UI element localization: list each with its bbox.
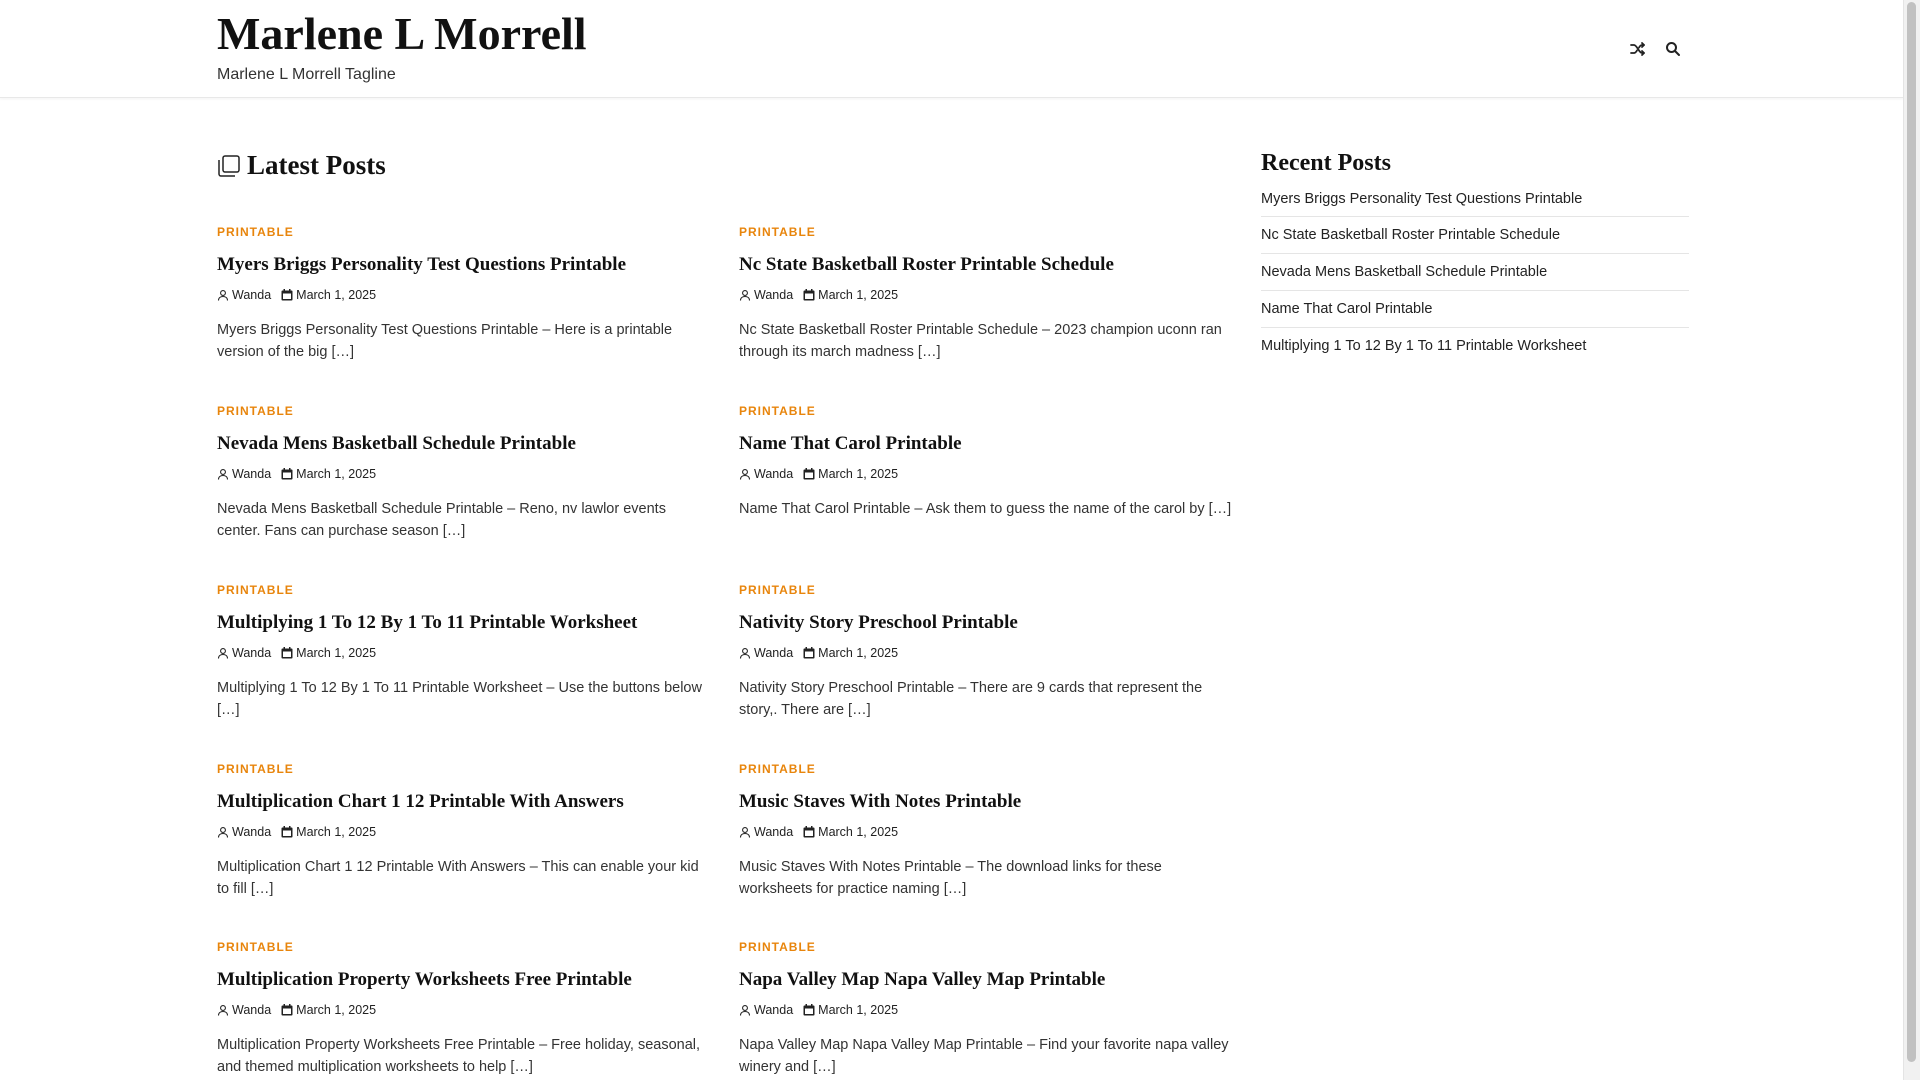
post-date-text: March 1, 2025	[296, 467, 377, 481]
post-author-name: Wanda	[754, 288, 794, 302]
post-category-link[interactable]: PRINTABLE	[217, 225, 294, 239]
post-card	[739, 939, 1234, 1078]
post-excerpt: Myers Briggs Personality Test Questions Printable – Here is a printable version of the big […]	[217, 322, 673, 360]
post-category-link[interactable]: PRINTABLE	[739, 583, 816, 597]
post-excerpt: Napa Valley Map Napa Valley Map Printable – Find your favorite napa valley winery and […]	[739, 1037, 1229, 1075]
calendar-icon	[803, 1004, 815, 1016]
post-card	[217, 582, 712, 721]
post-meta	[739, 645, 1234, 661]
post-title-link[interactable]: Multiplication Property Worksheets Free Printable	[217, 969, 632, 990]
post-card	[217, 761, 712, 900]
post-meta	[739, 824, 1234, 840]
post-date-text: March 1, 2025	[818, 646, 899, 660]
post-title-link[interactable]: Myers Briggs Personality Test Questions Printable	[217, 254, 627, 275]
post-category-link[interactable]: PRINTABLE	[217, 404, 294, 418]
calendar-icon	[803, 289, 815, 301]
site-title[interactable]: Marlene L Morrell	[217, 8, 587, 59]
sidebar-recent-posts	[1261, 148, 1689, 364]
recent-post-link[interactable]: Nevada Mens Basketball Schedule Printable	[1261, 254, 1689, 291]
user-icon	[739, 468, 751, 480]
post-date[interactable]	[281, 825, 376, 839]
page-title: Latest Posts	[247, 150, 386, 180]
post-date-text: March 1, 2025	[818, 1003, 899, 1017]
post-author-name: Wanda	[232, 467, 272, 481]
post-title-link[interactable]: Nativity Story Preschool Printable	[739, 612, 1018, 633]
user-icon	[217, 647, 229, 659]
page-scrollbar[interactable]	[1903, 0, 1920, 1080]
post-date[interactable]	[281, 288, 376, 302]
post-author-name: Wanda	[232, 1003, 272, 1017]
post-category-link[interactable]: PRINTABLE	[739, 225, 816, 239]
post-meta	[217, 1002, 712, 1018]
recent-post-link[interactable]: Multiplying 1 To 12 By 1 To 11 Printable Worksheet	[1261, 338, 1587, 354]
post-author[interactable]	[739, 288, 793, 302]
post-card	[739, 403, 1234, 521]
post-date-text: March 1, 2025	[296, 825, 377, 839]
post-author-name: Wanda	[232, 288, 272, 302]
recent-post-link[interactable]: Name That Carol Printable	[1261, 291, 1689, 328]
user-icon	[739, 647, 751, 659]
calendar-icon	[281, 289, 293, 301]
recent-post-link[interactable]: Myers Briggs Personality Test Questions Printable	[1261, 188, 1689, 217]
post-author[interactable]	[739, 467, 793, 481]
calendar-icon	[281, 468, 293, 480]
calendar-icon	[281, 1004, 293, 1016]
stacked-pages-icon	[217, 154, 241, 178]
calendar-icon	[803, 468, 815, 480]
user-icon	[217, 289, 229, 301]
post-meta	[217, 466, 712, 482]
post-title-link[interactable]: Music Staves With Notes Printable	[739, 791, 1022, 812]
user-icon	[217, 468, 229, 480]
post-card	[217, 224, 712, 363]
post-author[interactable]	[217, 288, 271, 302]
calendar-icon	[281, 826, 293, 838]
post-meta	[217, 824, 712, 840]
post-date[interactable]	[803, 467, 898, 481]
post-author-name: Wanda	[754, 646, 794, 660]
post-date-text: March 1, 2025	[296, 288, 377, 302]
post-card	[739, 761, 1234, 900]
post-title-link[interactable]: Nevada Mens Basketball Schedule Printable	[217, 433, 576, 454]
post-date-text: March 1, 2025	[818, 288, 899, 302]
post-title-link[interactable]: Multiplication Chart 1 12 Printable With Answers	[217, 791, 624, 812]
post-author[interactable]	[739, 646, 793, 660]
post-date-text: March 1, 2025	[818, 825, 899, 839]
post-author[interactable]	[217, 825, 271, 839]
post-card	[739, 582, 1234, 721]
post-author[interactable]	[739, 1003, 793, 1017]
search-icon[interactable]	[1662, 38, 1684, 60]
post-excerpt: Multiplying 1 To 12 By 1 To 11 Printable Worksheet – Use the buttons below […]	[217, 680, 702, 718]
user-icon	[739, 826, 751, 838]
site-header	[0, 0, 1904, 98]
post-excerpt: Music Staves With Notes Printable – The download links for these worksheets for practice naming […]	[739, 859, 1162, 897]
post-author-name: Wanda	[754, 467, 794, 481]
site-tagline: Marlene L Morrell Tagline	[217, 66, 396, 83]
post-card	[739, 224, 1234, 363]
calendar-icon	[803, 826, 815, 838]
calendar-icon	[803, 647, 815, 659]
post-excerpt: Nevada Mens Basketball Schedule Printable – Reno, nv lawlor events center. Fans can purchase season […]	[217, 501, 666, 539]
recent-posts-list	[1261, 188, 1689, 364]
post-date[interactable]	[281, 467, 376, 481]
post-date[interactable]	[281, 646, 376, 660]
post-category-link[interactable]: PRINTABLE	[739, 762, 816, 776]
post-category-link[interactable]: PRINTABLE	[739, 940, 816, 954]
post-date[interactable]	[803, 825, 898, 839]
post-title-link[interactable]: Multiplying 1 To 12 By 1 To 11 Printable Worksheet	[217, 612, 638, 633]
post-meta	[739, 287, 1234, 303]
user-icon	[739, 1004, 751, 1016]
shuffle-icon[interactable]	[1627, 38, 1649, 60]
post-excerpt: Multiplication Chart 1 12 Printable With Answers – This can enable your kid to fill […]	[217, 859, 699, 897]
post-title-link[interactable]: Name That Carol Printable	[739, 433, 962, 454]
post-date-text: March 1, 2025	[818, 467, 899, 481]
post-date[interactable]	[281, 1003, 376, 1017]
post-excerpt: Name That Carol Printable – Ask them to guess the name of the carol by […]	[739, 501, 1232, 517]
post-date-text: March 1, 2025	[296, 1003, 377, 1017]
post-author-name: Wanda	[232, 646, 272, 660]
recent-post-link[interactable]: Nc State Basketball Roster Printable Schedule	[1261, 217, 1689, 254]
post-date[interactable]	[803, 646, 898, 660]
post-date[interactable]	[803, 288, 898, 302]
post-category-link[interactable]: PRINTABLE	[739, 404, 816, 418]
scrollbar-thumb[interactable]	[1907, 2, 1916, 1062]
post-card	[217, 939, 712, 1078]
post-meta	[217, 287, 712, 303]
post-author[interactable]	[739, 825, 793, 839]
user-icon	[739, 289, 751, 301]
post-meta	[739, 466, 1234, 482]
post-title-link[interactable]: Nc State Basketball Roster Printable Schedule	[739, 254, 1114, 275]
post-meta	[739, 1002, 1234, 1018]
post-card	[217, 403, 712, 542]
post-excerpt: Multiplication Property Worksheets Free Printable – Free holiday, seasonal, and themed multiplication worksheets to help […]	[217, 1037, 701, 1075]
user-icon	[217, 826, 229, 838]
recent-posts-heading: Recent Posts	[1261, 150, 1391, 176]
post-category-link[interactable]: PRINTABLE	[217, 583, 294, 597]
calendar-icon	[281, 647, 293, 659]
post-author[interactable]	[217, 467, 271, 481]
post-title-link[interactable]: Napa Valley Map Napa Valley Map Printable	[739, 969, 1106, 990]
post-author[interactable]	[217, 646, 271, 660]
latest-posts-heading	[217, 150, 386, 181]
post-category-link[interactable]: PRINTABLE	[217, 940, 294, 954]
post-author-name: Wanda	[754, 1003, 794, 1017]
user-icon	[217, 1004, 229, 1016]
post-excerpt: Nativity Story Preschool Printable – There are 9 cards that represent the story,. There are […]	[739, 680, 1203, 718]
post-date-text: March 1, 2025	[296, 646, 377, 660]
post-author-name: Wanda	[232, 825, 272, 839]
post-date[interactable]	[803, 1003, 898, 1017]
post-author[interactable]	[217, 1003, 271, 1017]
post-excerpt: Nc State Basketball Roster Printable Schedule – 2023 champion uconn ran through its march madness […]	[739, 322, 1222, 360]
post-meta	[217, 645, 712, 661]
post-author-name: Wanda	[754, 825, 794, 839]
post-category-link[interactable]: PRINTABLE	[217, 762, 294, 776]
